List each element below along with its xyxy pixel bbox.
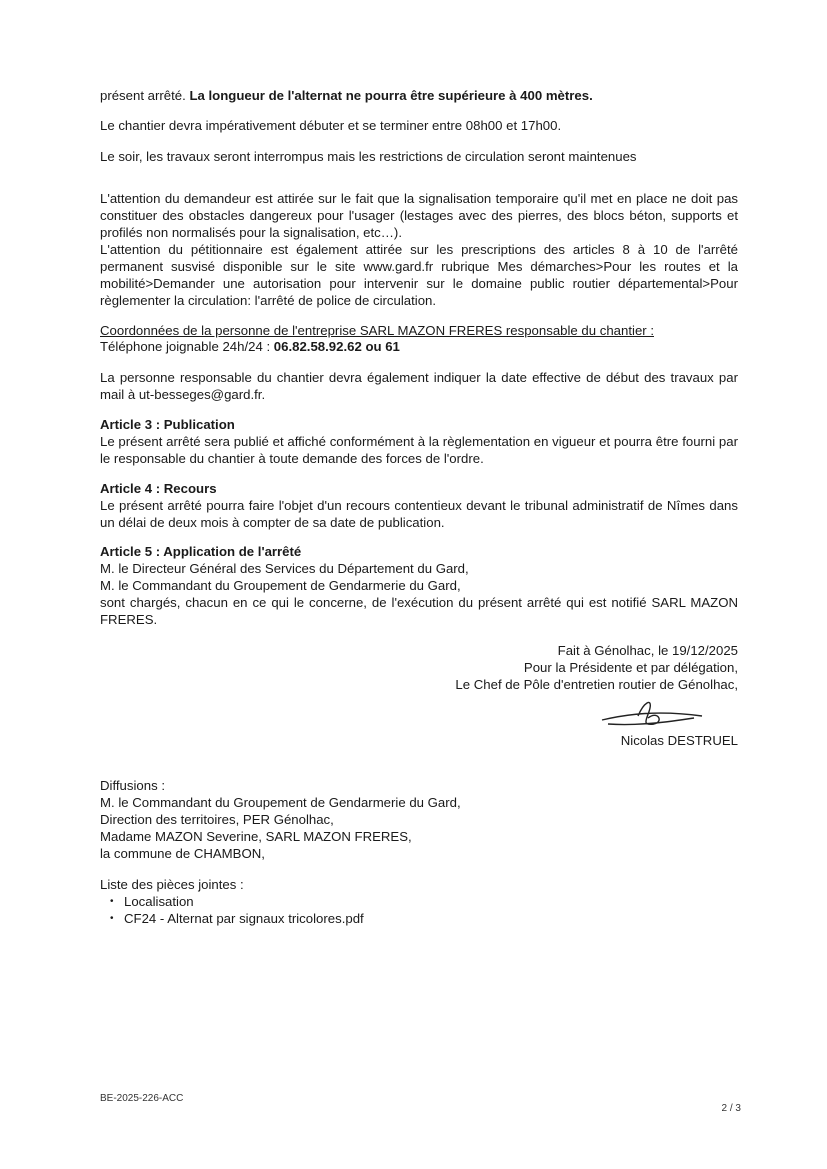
contact-heading — [100, 322, 738, 339]
signatory-name: Nicolas DESTRUEL — [620, 733, 738, 748]
article-body: Le présent arrêté pourra faire l'objet d'un recours contentieux devant le tribunal administratif de Nîmes dans un délai de deux mois à compter de sa date de publication. — [100, 498, 738, 530]
diffusion-item: Madame MAZON Severine, SARL MAZON FRERES, — [100, 829, 412, 844]
phone-value: 06.82.58.92.62 ou 61 — [273, 339, 400, 354]
article-title: Article 3 : Publication — [100, 417, 235, 432]
article-line: M. le Commandant du Groupement de Gendarmerie du Gard, — [100, 578, 461, 593]
place-date: Fait à Génolhac, le 19/12/2025 — [557, 643, 738, 658]
document-reference: BE-2025-226-ACC — [100, 1093, 184, 1104]
article-5 — [100, 543, 738, 628]
contact-note: La personne responsable du chantier devra également indiquer la date effective de début des travaux par mail à ut-besseges@gard.fr. — [100, 370, 738, 402]
attachment-item: • CF24 - Alternat par signaux tricolores.pdf — [114, 910, 738, 927]
article-line: sont chargés, chacun en ce qui le concerne, de l'exécution du présent arrêté qui est notifié SARL MAZON FRERES. — [100, 595, 738, 627]
delegation: Pour la Présidente et par délégation, — [523, 660, 738, 675]
diffusion-item: Direction des territoires, PER Génolhac, — [100, 812, 334, 827]
intro-line-2: Le chantier devra impérativement débuter et se terminer entre 08h00 et 17h00. — [100, 118, 562, 133]
attention-paragraph-2: L'attention du pétitionnaire est également attirée sur les prescriptions des articles 8 à 10 de l'arrêté permanent susvisé disponible sur le site www.gard.fr rubrique Mes démarches>Pour les routes et la mobilité>Demander une autorisation pour intervenir sur le domaine public routier départemental>Pour règlementer la circulation: l'arrêté de police de circulation. — [100, 242, 738, 308]
contact-phone — [100, 338, 738, 355]
diffusions — [100, 777, 738, 862]
diffusion-item: la commune de CHAMBON, — [100, 846, 265, 861]
article-title: Article 4 : Recours — [100, 481, 217, 496]
article-line: M. le Directeur Général des Services du Département du Gard, — [100, 561, 469, 576]
page-number: 2 / 3 — [721, 1103, 741, 1114]
attachments — [100, 876, 738, 927]
attachment-item: • Localisation — [114, 893, 738, 910]
article-title: Article 5 : Application de l'arrêté — [100, 544, 302, 559]
alternat-length-notice: La longueur de l'alternat ne pourra être supérieure à 400 mètres. — [189, 88, 593, 103]
handwritten-signature — [598, 696, 708, 732]
attachments-list — [100, 893, 738, 927]
signature-block — [455, 642, 738, 693]
attachments-heading: Liste des pièces jointes : — [100, 877, 244, 892]
intro-line-3: Le soir, les travaux seront interrompus mais les restrictions de circulation seront maintenues — [100, 149, 637, 164]
article-4 — [100, 480, 738, 531]
contact-heading-text: Coordonnées de la personne de l'entreprise SARL MAZON FRERES responsable du chantier : — [100, 323, 654, 338]
attention-paragraph-1: L'attention du demandeur est attirée sur le fait que la signalisation temporaire qu'il met en place ne doit pas constituer des obstacles dangereux pour l'usager (lestages avec des pierres, des blocs béton, supports et profilés non normalisés pour la signalisation, etc…). — [100, 191, 738, 240]
intro-line-1 — [100, 87, 738, 104]
article-body: Le présent arrêté sera publié et affiché conformément à la règlementation en vigueur et pourra être fourni par le responsable du chantier à toute demande des forces de l'ordre. — [100, 434, 738, 466]
phone-label: Téléphone joignable 24h/24 : — [100, 339, 274, 354]
diffusions-heading: Diffusions : — [100, 778, 165, 793]
diffusion-item: M. le Commandant du Groupement de Gendarmerie du Gard, — [100, 795, 461, 810]
signatory-role: Le Chef de Pôle d'entretien routier de Génolhac, — [455, 677, 738, 692]
article-3 — [100, 416, 738, 467]
text: présent arrêté. — [100, 88, 190, 103]
